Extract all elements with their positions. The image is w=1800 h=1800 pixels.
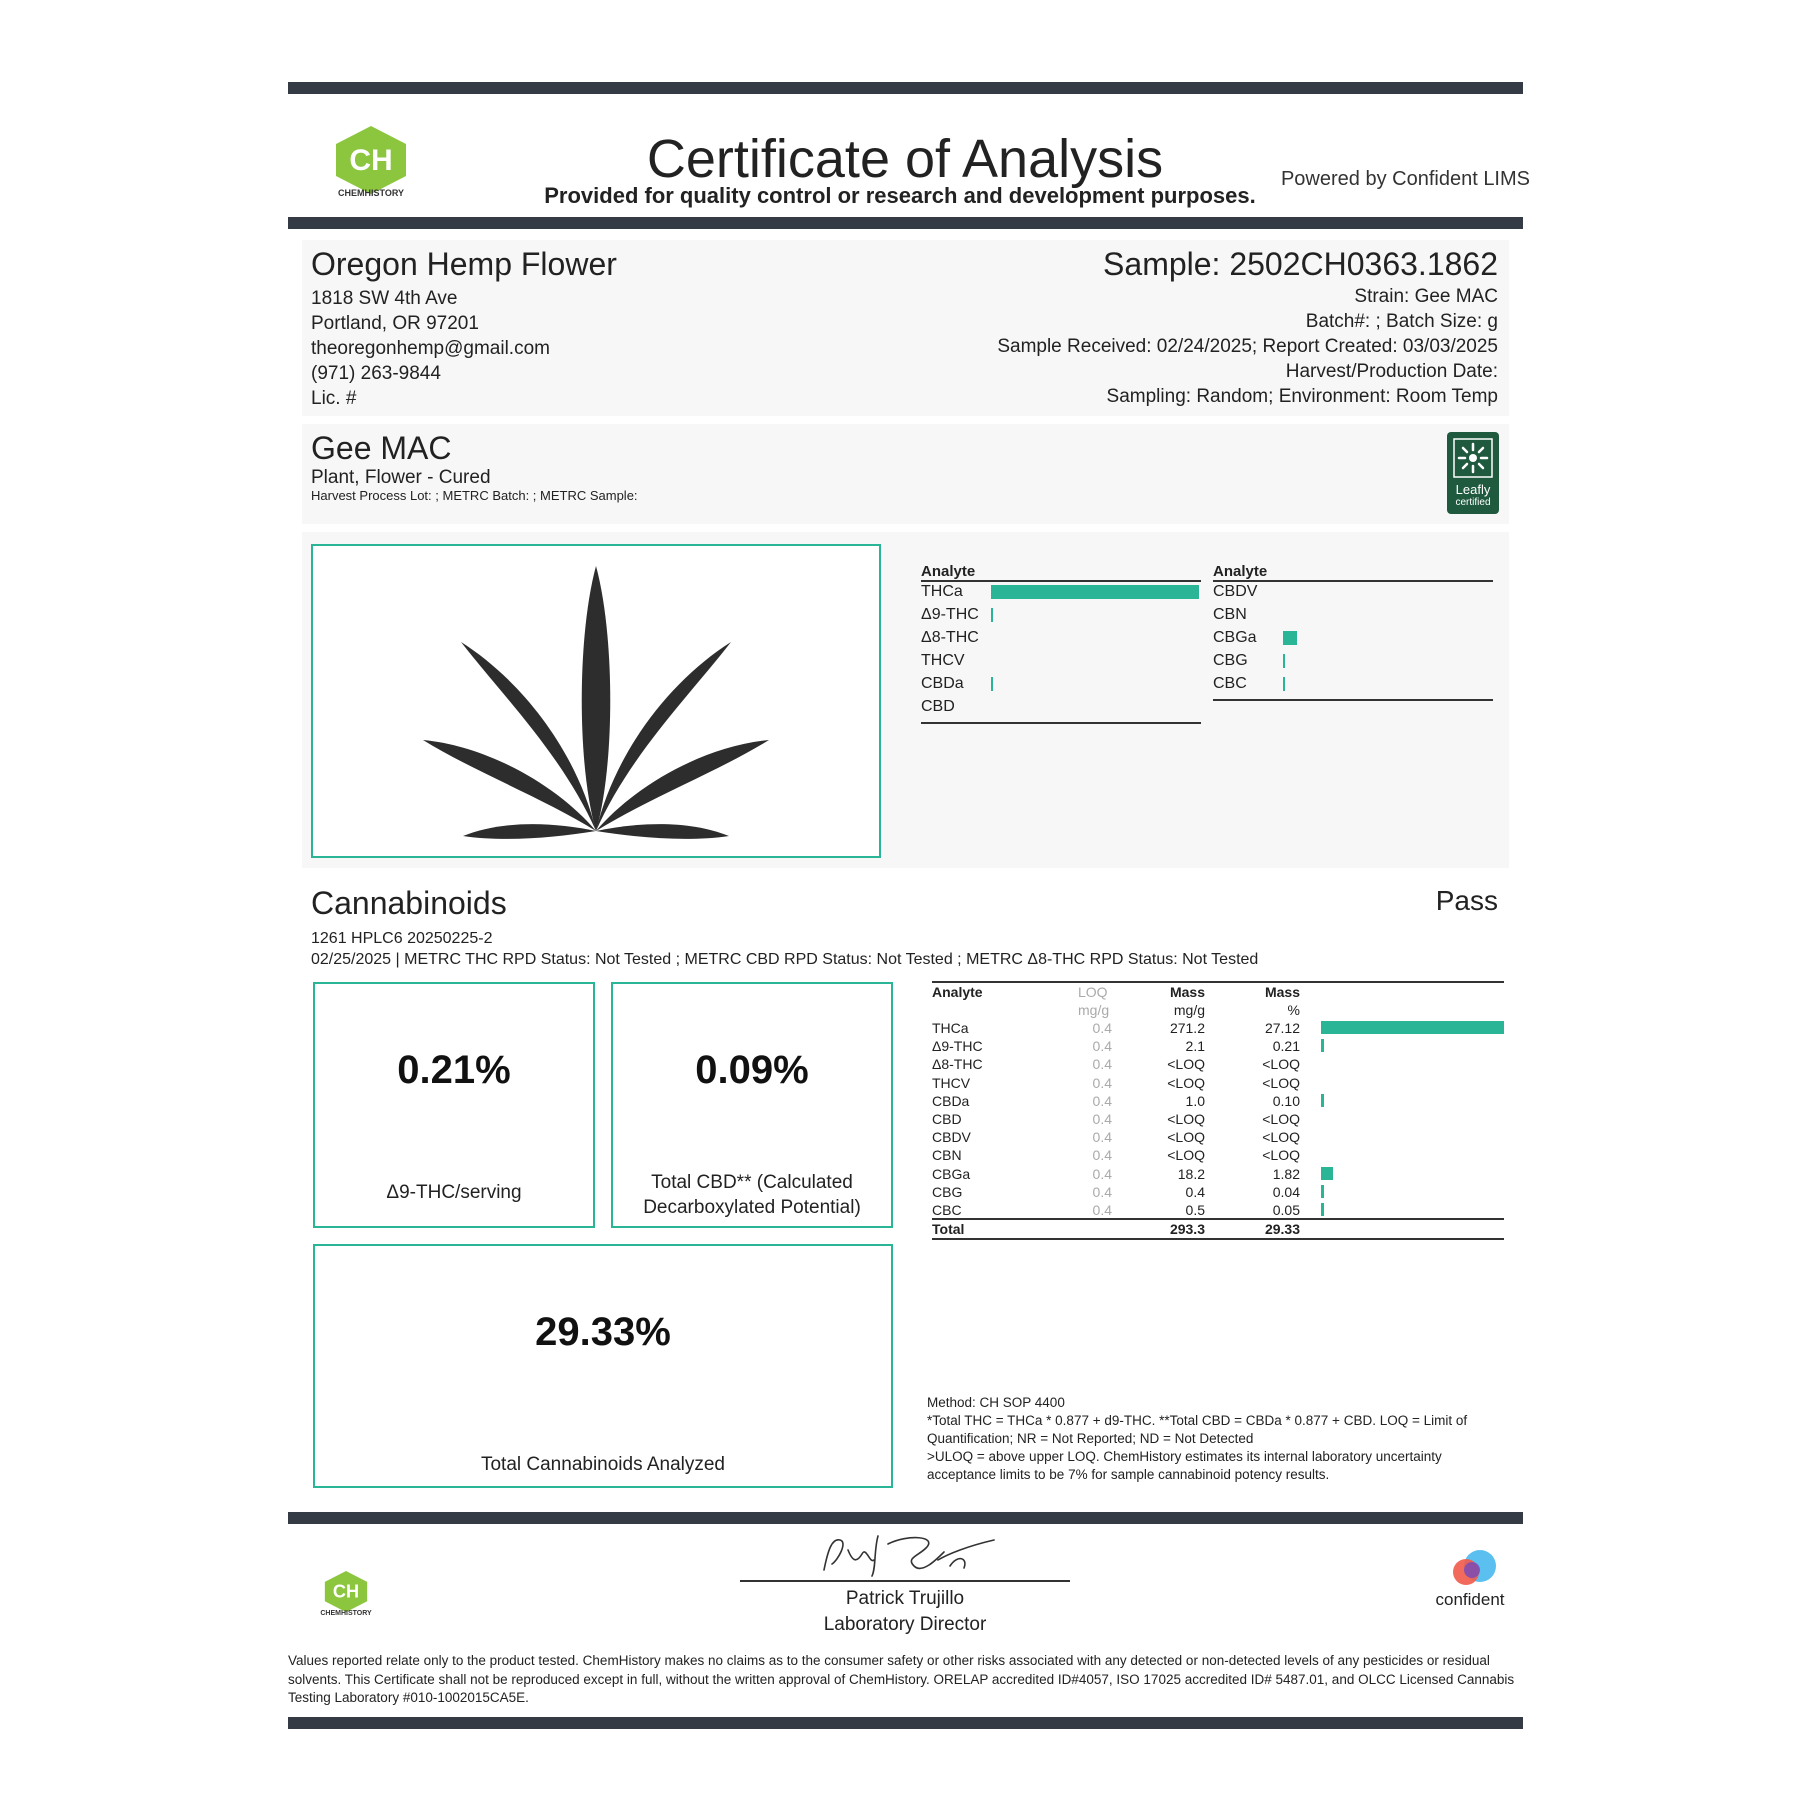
product-type: Plant, Flower - Cured: [311, 467, 491, 488]
stat-total-cannabinoids: [313, 1244, 893, 1488]
overview-analyte-cbga: CBGa: [1213, 629, 1257, 646]
product-name: Gee MAC: [311, 430, 452, 466]
results-analyte-thcv: THCV: [932, 1074, 971, 1091]
confident-logo-icon: [1448, 1548, 1500, 1592]
cannabis-leaf-icon: [313, 546, 879, 856]
overview-analyte-cbd: CBD: [921, 698, 955, 715]
footer-logo-caption: CHEMHISTORY: [320, 1610, 372, 1617]
instrument-line: 1261 HPLC6 20250225-2: [311, 930, 493, 947]
signer-name: Patrick Trujillo: [845, 1588, 965, 1609]
overview-right-top-rule: [1213, 580, 1493, 582]
results-mass-pct-cbda: 0.10: [1272, 1092, 1300, 1109]
method-uncertainty: >ULOQ = above upper LOQ. ChemHistory estimates its internal laboratory uncertainty acceptance limits to be 7% for sample cannabinoid potency results.: [927, 1449, 1442, 1482]
results-loq-cbda: 0.4: [1092, 1092, 1112, 1109]
results-unit-mass-mg: mg/g: [1173, 1002, 1205, 1018]
client-phone: (971) 263-9844: [311, 363, 441, 384]
logo-caption: CHEMHISTORY: [337, 188, 404, 198]
results-mass-pct-d9-thc: 0.21: [1272, 1038, 1300, 1055]
sample-harvest: Harvest/Production Date:: [1285, 361, 1498, 382]
results-loq-thcv: 0.4: [1092, 1074, 1112, 1091]
overview-analyte-cbc: CBC: [1213, 675, 1247, 692]
results-mass-mg-cbg: 0.4: [1185, 1183, 1205, 1200]
results-loq-cbd: 0.4: [1092, 1111, 1112, 1127]
sample-sampling: Sampling: Random; Environment: Room Temp: [1106, 386, 1498, 407]
results-bar-cbga: [1321, 1167, 1333, 1180]
results-header-analyte: Analyte: [932, 984, 983, 1000]
results-mass-mg-cbd: <LOQ: [1167, 1111, 1205, 1127]
results-mass-mg-cbc: 0.5: [1185, 1202, 1205, 1218]
overview-analyte-cbn: CBN: [1213, 606, 1247, 623]
overview-analyte-thca: THCa: [921, 583, 963, 600]
stat-total-cannabinoids-value: 29.33%: [535, 1310, 671, 1354]
sample-batch: Batch#: ; Batch Size: g: [1305, 311, 1498, 332]
results-mass-pct-thcv: <LOQ: [1262, 1074, 1300, 1091]
results-mass-pct-cbg: 0.04: [1272, 1183, 1300, 1200]
results-mass-mg-cbda: 1.0: [1185, 1092, 1205, 1109]
results-analyte-cbc: CBC: [932, 1202, 962, 1218]
results-analyte-cbdv: CBDV: [932, 1129, 971, 1146]
footer-rule: [288, 1512, 1523, 1524]
results-header-mass-mg: Mass: [1169, 984, 1205, 1000]
results-mass-mg-cbn: <LOQ: [1167, 1147, 1205, 1164]
results-top-rule: [932, 981, 1504, 983]
overview-left-bottom-rule: [921, 722, 1201, 724]
method-notes: [927, 1394, 1499, 1484]
client-address: 1818 SW 4th Ave: [311, 288, 458, 309]
results-analyte-cbda: CBDa: [932, 1092, 970, 1109]
footer-logo-letters: CH: [332, 1581, 360, 1602]
pass-status: Pass: [1435, 885, 1498, 916]
leafly-sublabel: certified: [1455, 497, 1491, 508]
results-loq-d8-thc: 0.4: [1092, 1056, 1112, 1073]
results-mass-pct-d8-thc: <LOQ: [1262, 1056, 1300, 1073]
overview-bar-cbc: [1283, 677, 1285, 691]
stat-d9-thc-label: Δ9-THC/serving: [386, 1182, 522, 1203]
client-license: Lic. #: [311, 388, 357, 409]
results-bar-thca: [1321, 1021, 1504, 1034]
top-rule: [288, 82, 1523, 94]
overview-analyte-cbdv: CBDV: [1213, 583, 1258, 600]
stat-d9-thc-serving: [313, 982, 595, 1228]
overview-analyte-thcv: THCV: [921, 652, 965, 669]
results-total-mass-pct: 29.33: [1264, 1221, 1300, 1237]
results-loq-cbga: 0.4: [1092, 1165, 1112, 1182]
overview-left-top-rule: [921, 580, 1201, 582]
stat-total-cbd: [611, 982, 893, 1228]
results-analyte-d8-thc: Δ8-THC: [932, 1056, 983, 1073]
overview-analyte-d9-thc: Δ9-THC: [921, 606, 979, 623]
client-email: theoregonhemp@gmail.com: [311, 338, 550, 359]
results-mass-mg-thca: 271.2: [1169, 1020, 1205, 1036]
results-mass-pct-cbga: 1.82: [1272, 1165, 1300, 1182]
results-total-label: Total: [932, 1221, 965, 1237]
results-analyte-d9-thc: Δ9-THC: [932, 1038, 983, 1055]
results-loq-cbn: 0.4: [1092, 1147, 1112, 1164]
overview-analyte-cbda: CBDa: [921, 675, 964, 692]
results-mass-pct-cbc: 0.05: [1272, 1202, 1300, 1218]
leafly-certified-badge: [1447, 432, 1499, 514]
results-bar-cbg: [1321, 1185, 1324, 1198]
results-bar-cbc: [1321, 1203, 1324, 1216]
results-analyte-cbga: CBGa: [932, 1165, 971, 1182]
results-mass-mg-cbga: 18.2: [1177, 1165, 1205, 1182]
results-analyte-cbd: CBD: [932, 1111, 962, 1127]
results-unit-loq: mg/g: [1078, 1002, 1110, 1018]
stat-total-cbd-label: Total CBD** (Calculated Decarboxylated Potential): [643, 1172, 861, 1218]
overview-left-header: Analyte: [921, 563, 976, 580]
results-bottom-rule: [932, 1238, 1504, 1240]
chemhistory-footer-logo: [320, 1568, 372, 1620]
results-mass-pct-cbdv: <LOQ: [1262, 1129, 1300, 1146]
results-header-mass-pct: Mass: [1264, 984, 1300, 1000]
results-loq-d9-thc: 0.4: [1092, 1038, 1112, 1055]
results-total-rule: [932, 1218, 1504, 1220]
sample-id: Sample: 2502CH0363.1862: [1103, 246, 1498, 282]
results-unit-mass-pct: %: [1287, 1002, 1300, 1018]
overview-analyte-d8-thc: Δ8-THC: [921, 629, 979, 646]
results-analyte-thca: THCa: [932, 1020, 969, 1036]
results-header-loq: LOQ: [1078, 984, 1108, 1000]
results-bar-d9-thc: [1321, 1039, 1324, 1052]
page-title: Certificate of Analysis: [646, 129, 1164, 189]
overview-analyte-cbg: CBG: [1213, 652, 1248, 669]
chemhistory-logo: [328, 122, 414, 206]
page-subtitle: Provided for quality control or research and development purposes.: [544, 183, 1256, 208]
leafly-emblem-icon: [1453, 438, 1493, 478]
results-mass-pct-cbd: <LOQ: [1262, 1111, 1300, 1127]
results-total-mass-mg: 293.3: [1169, 1221, 1205, 1237]
results-mass-mg-thcv: <LOQ: [1167, 1074, 1205, 1091]
method-line: Method: CH SOP 4400: [927, 1395, 1065, 1410]
powered-by: Powered by Confident LIMS: [1280, 168, 1530, 190]
overview-right-bottom-rule: [1213, 699, 1493, 701]
results-mass-pct-cbn: <LOQ: [1262, 1147, 1300, 1164]
overview-bar-cbg: [1283, 654, 1285, 668]
overview-bar-d9-thc: [991, 608, 993, 622]
client-name: Oregon Hemp Flower: [311, 246, 617, 282]
signer-title: Laboratory Director: [823, 1614, 987, 1635]
overview-bar-cbda: [991, 677, 993, 691]
bottom-rule: [288, 1717, 1523, 1729]
overview-bar-cbga: [1283, 631, 1297, 645]
product-image-frame: [311, 544, 881, 858]
stat-total-cbd-value: 0.09%: [695, 1048, 809, 1092]
results-analyte-cbn: CBN: [932, 1147, 962, 1164]
stat-d9-thc-value: 0.21%: [397, 1048, 511, 1092]
overview-bar-thca: [991, 585, 1199, 599]
stat-total-cannabinoids-label: Total Cannabinoids Analyzed: [480, 1454, 725, 1475]
product-lots: Harvest Process Lot: ; METRC Batch: ; METRC Sample:: [311, 488, 638, 503]
overview-right-header: Analyte: [1213, 563, 1268, 580]
results-bar-cbda: [1321, 1094, 1324, 1107]
results-mass-pct-thca: 27.12: [1264, 1020, 1300, 1036]
sample-dates: Sample Received: 02/24/2025; Report Created: 03/03/2025: [997, 336, 1498, 357]
cannabinoids-title: Cannabinoids: [311, 885, 507, 921]
director-signature: [818, 1530, 998, 1580]
results-loq-cbg: 0.4: [1092, 1183, 1112, 1200]
results-loq-cbc: 0.4: [1092, 1202, 1112, 1218]
sample-strain: Strain: Gee MAC: [1354, 286, 1498, 307]
results-mass-mg-d9-thc: 2.1: [1185, 1038, 1205, 1055]
confident-wordmark: confident: [1435, 1590, 1505, 1609]
logo-letters: CH: [349, 144, 393, 177]
results-mass-mg-d8-thc: <LOQ: [1167, 1056, 1205, 1073]
leafly-label: Leafly: [1455, 482, 1491, 497]
disclaimer: Values reported relate only to the product tested. ChemHistory makes no claims as to the consumer safety or other risks associated with any detected or non-detected levels of any pesticides or residual solvents. This Certificate shall not be reproduced except in full, without the written approval of ChemHistory. ORELAP accredited ID#4057, ISO 17025 accredited ID# 5487.01, and OLCC Licensed Cannabis Testing Laboratory #010-1002015CA5E.: [288, 1653, 1515, 1705]
client-city: Portland, OR 97201: [311, 313, 479, 334]
results-loq-cbdv: 0.4: [1092, 1129, 1112, 1146]
results-mass-mg-cbdv: <LOQ: [1167, 1129, 1205, 1146]
results-loq-thca: 0.4: [1092, 1020, 1112, 1036]
signature-line: [740, 1580, 1070, 1582]
results-analyte-cbg: CBG: [932, 1183, 963, 1200]
method-definitions: *Total THC = THCa * 0.877 + d9-THC. **Total CBD = CBDa * 0.877 + CBD. LOQ = Limit of Quantification; NR = Not Reported; ND = Not Detected: [927, 1413, 1468, 1446]
header-rule: [288, 217, 1523, 229]
rpd-status-line: 02/25/2025 | METRC THC RPD Status: Not Tested ; METRC CBD RPD Status: Not Tested ; METRC Δ8-THC RPD Status: Not Tested: [311, 951, 1259, 968]
